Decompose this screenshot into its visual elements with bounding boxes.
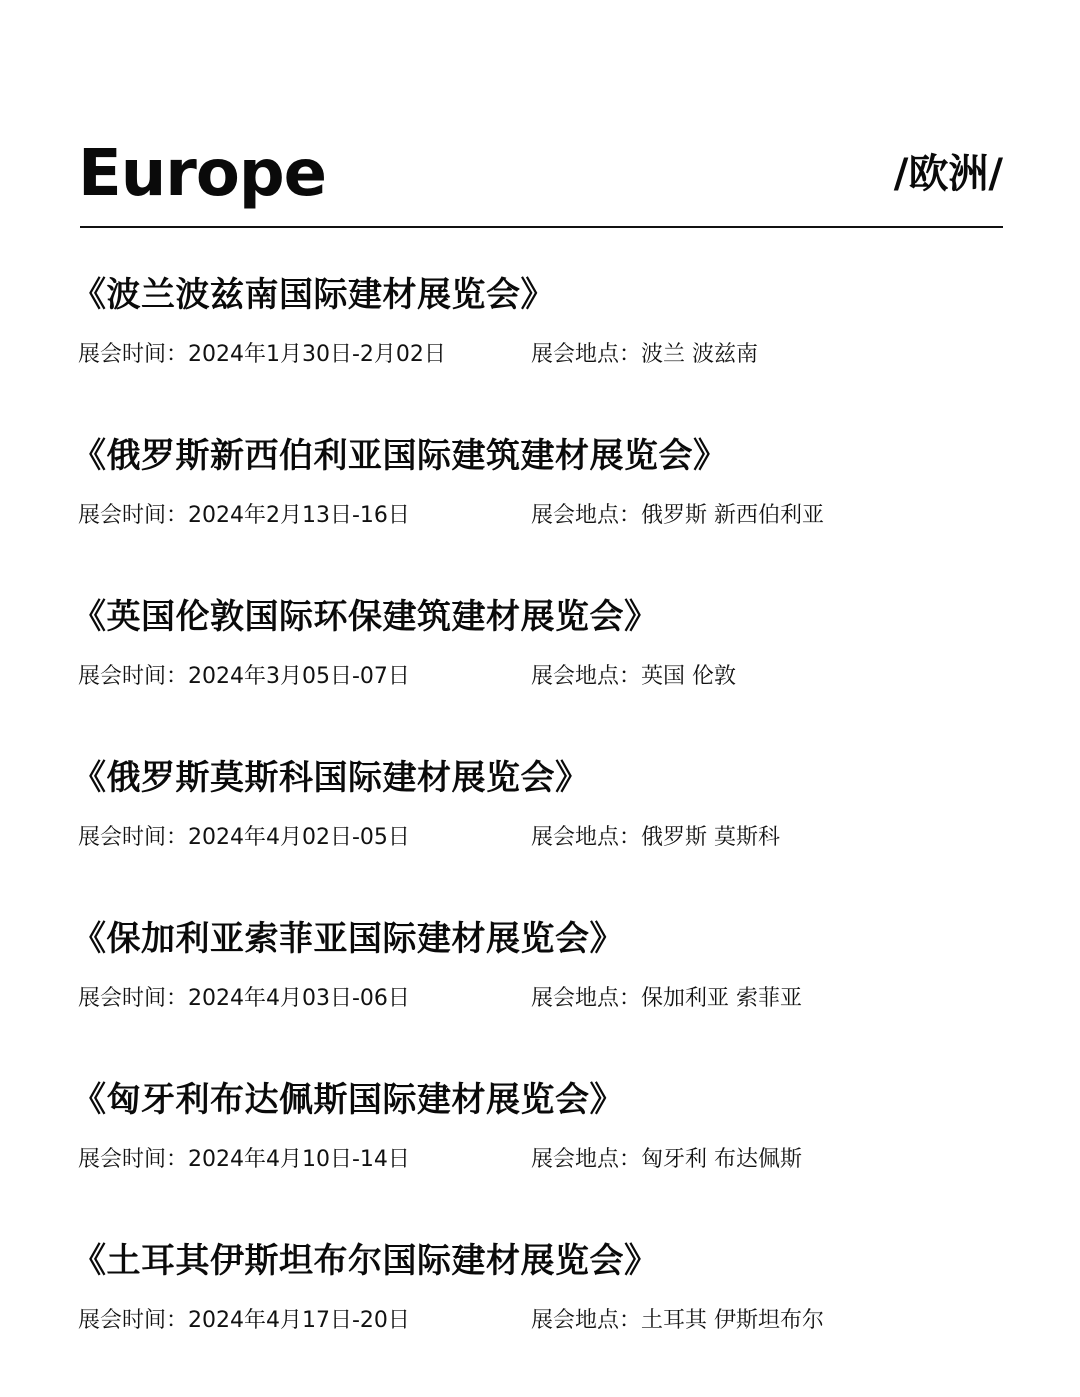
exhibition-meta xyxy=(78,499,1008,533)
exhibition-place: 展会地点：保加利亚 索菲亚 xyxy=(531,986,802,1011)
exhibition-title: 《匈牙利布达佩斯国际建材展览会》 xyxy=(72,1080,624,1120)
exhibition-title: 《保加利亚索菲亚国际建材展览会》 xyxy=(72,919,624,959)
exhibition-item xyxy=(72,753,1012,914)
section-title-chinese: /欧洲/ xyxy=(893,151,1003,197)
exhibition-item xyxy=(72,1236,1012,1397)
exhibition-time: 展会时间：2024年1月30日-2月02日 xyxy=(78,342,446,367)
exhibition-time: 展会时间：2024年4月02日-05日 xyxy=(78,825,410,850)
exhibition-title: 《英国伦敦国际环保建筑建材展览会》 xyxy=(72,597,659,637)
exhibition-item xyxy=(72,592,1012,753)
section-title-english: Europe xyxy=(78,137,327,211)
exhibition-title: 《俄罗斯莫斯科国际建材展览会》 xyxy=(72,758,590,798)
exhibition-meta xyxy=(78,982,1008,1016)
section-header xyxy=(78,130,1003,220)
exhibition-meta xyxy=(78,821,1008,855)
exhibition-meta xyxy=(78,1304,1008,1338)
exhibition-title: 《俄罗斯新西伯利亚国际建筑建材展览会》 xyxy=(72,436,728,476)
exhibition-item xyxy=(72,270,1012,431)
exhibition-title: 《土耳其伊斯坦布尔国际建材展览会》 xyxy=(72,1241,659,1281)
exhibition-list xyxy=(72,270,1012,1397)
exhibition-place: 展会地点：俄罗斯 莫斯科 xyxy=(531,825,780,850)
exhibition-time: 展会时间：2024年3月05日-07日 xyxy=(78,664,410,689)
exhibition-place: 展会地点：土耳其 伊斯坦布尔 xyxy=(531,1308,824,1333)
exhibition-item xyxy=(72,914,1012,1075)
exhibition-item xyxy=(72,431,1012,592)
exhibition-time: 展会时间：2024年4月17日-20日 xyxy=(78,1308,410,1333)
exhibition-place: 展会地点：波兰 波兹南 xyxy=(531,342,758,367)
exhibition-item xyxy=(72,1075,1012,1236)
exhibition-title: 《波兰波兹南国际建材展览会》 xyxy=(72,275,555,315)
exhibition-place: 展会地点：英国 伦敦 xyxy=(531,664,736,689)
exhibition-meta xyxy=(78,1143,1008,1177)
exhibition-time: 展会时间：2024年2月13日-16日 xyxy=(78,503,410,528)
exhibition-place: 展会地点：俄罗斯 新西伯利亚 xyxy=(531,503,824,528)
exhibition-place: 展会地点：匈牙利 布达佩斯 xyxy=(531,1147,802,1172)
header-divider xyxy=(80,226,1003,228)
exhibition-time: 展会时间：2024年4月03日-06日 xyxy=(78,986,410,1011)
exhibition-meta xyxy=(78,660,1008,694)
exhibition-meta xyxy=(78,338,1008,372)
exhibition-time: 展会时间：2024年4月10日-14日 xyxy=(78,1147,410,1172)
